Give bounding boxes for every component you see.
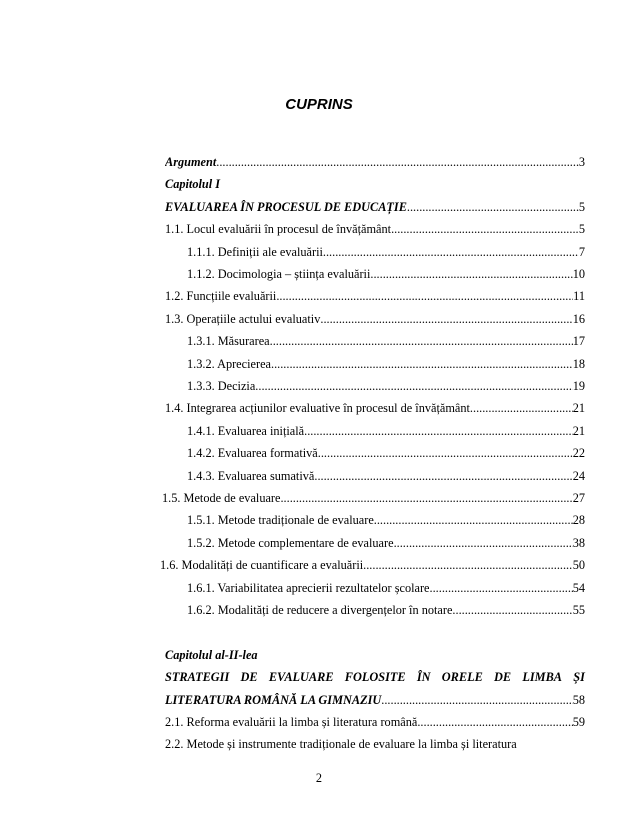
- dot-leader: [381, 693, 572, 708]
- toc-entry-title: 1.6.2. Modalități de reducere a divergențelor în notare: [187, 603, 453, 617]
- dot-leader: [430, 581, 573, 596]
- toc-entry-page: 28: [572, 513, 585, 528]
- toc-entry-page: 58: [572, 692, 585, 707]
- toc-entry-page: 38: [572, 535, 585, 550]
- toc-entry-title: LITERATURA ROMÂNĂ LA GIMNAZIU: [165, 692, 382, 707]
- chapter-title-word: EVALUARE: [268, 670, 334, 685]
- dot-leader: [270, 334, 573, 349]
- toc-entry: [187, 379, 585, 401]
- toc-entry-title: 1.4.3. Evaluarea sumativă: [187, 468, 315, 483]
- toc-entry: [162, 491, 585, 513]
- toc-entry-page: 21: [572, 423, 585, 438]
- dot-leader: [374, 513, 573, 528]
- toc-entry: 2.2. Metode și instrumente tradiționale de evaluare la limba și literatura: [165, 737, 517, 752]
- toc-entry: [165, 222, 585, 244]
- dot-leader: [304, 424, 573, 439]
- dot-leader: [255, 379, 572, 394]
- chapter-title-word: STRATEGII: [165, 670, 230, 685]
- dot-leader: [363, 558, 573, 573]
- dot-leader: [216, 155, 579, 170]
- toc-entry-page: 16: [572, 311, 585, 326]
- toc-entry-title: 1.3. Operațiile actului evaluativ: [165, 311, 321, 326]
- toc-entry-page: 11: [573, 289, 585, 304]
- toc-entry: [165, 715, 585, 737]
- page-title: CUPRINS: [285, 96, 353, 113]
- toc-entry-page: 24: [572, 468, 585, 483]
- chapter-title-word: ÎN: [416, 670, 431, 685]
- toc-entry-page: 21: [572, 401, 585, 416]
- toc-entry-page: 18: [572, 356, 585, 371]
- toc-entry: [165, 289, 585, 311]
- toc-entry-page: 10: [572, 267, 585, 281]
- toc-entry: [165, 401, 585, 423]
- toc-entry-title: EVALUAREA ÎN PROCESUL DE EDUCAȚIE: [165, 199, 407, 214]
- toc-entry: [187, 357, 585, 379]
- toc-entry: [187, 536, 585, 558]
- toc-entry: [187, 581, 585, 603]
- toc-entry: [165, 155, 585, 177]
- toc-entry: [187, 513, 585, 535]
- toc-entry: [187, 603, 585, 625]
- toc-entry-page: 59: [572, 715, 585, 729]
- toc-entry-title: 1.6. Modalități de cuantificare a evaluării: [160, 558, 364, 573]
- toc-entry: [187, 446, 585, 468]
- dot-leader: [470, 401, 573, 416]
- toc-entry-page: 3: [578, 155, 585, 169]
- toc-entry-page: 7: [578, 244, 585, 259]
- toc-entry-page: 27: [572, 491, 585, 505]
- dot-leader: [280, 491, 572, 506]
- chapter-title-line: [165, 670, 585, 692]
- toc-entry-title: 2.1. Reforma evaluării la limba și literatura română: [165, 715, 418, 729]
- dot-leader: [417, 715, 572, 730]
- toc-entry-title: 1.5.1. Metode tradiționale de evaluare: [187, 513, 374, 528]
- dot-leader: [394, 536, 573, 551]
- dot-leader: [314, 469, 572, 484]
- chapter-title-word: FOLOSITE: [344, 670, 406, 685]
- toc-entry-title: 1.1.2. Docimologia – știința evaluării: [187, 267, 371, 281]
- toc-entry: [165, 693, 585, 715]
- page-number: 2: [315, 771, 323, 785]
- dot-leader: [318, 446, 573, 461]
- toc-entry-title: 1.5.2. Metode complementare de evaluare: [187, 535, 394, 550]
- toc-entry-title: 1.3.1. Măsurarea: [187, 334, 270, 349]
- chapter-title-word: ȘI: [573, 670, 585, 685]
- toc-entry-title: 1.6.1. Variabilitatea aprecierii rezultatelor școlare: [187, 580, 430, 595]
- dot-leader: [391, 222, 579, 237]
- toc-entry-title: 1.5. Metode de evaluare: [162, 491, 281, 505]
- toc-entry-title: 1.1. Locul evaluării în procesul de învățământ: [165, 222, 392, 237]
- toc-entry: [187, 469, 585, 491]
- toc-entry: [187, 267, 585, 289]
- dot-leader: [271, 357, 573, 372]
- chapter-title-word: LIMBA: [522, 670, 563, 685]
- dot-leader: [320, 312, 572, 327]
- toc-entry: [160, 558, 585, 580]
- toc-entry-title: 1.3.2. Aprecierea: [187, 356, 271, 371]
- toc-entry-page: 5: [578, 222, 585, 237]
- dot-leader: [452, 603, 572, 618]
- toc-entry-page: 17: [572, 334, 585, 349]
- toc-entry-title: Argument: [165, 155, 217, 169]
- toc-entry: [187, 245, 585, 267]
- toc-entry-page: 19: [572, 379, 585, 393]
- toc-entry-title: 1.1.1. Definiții ale evaluării: [187, 244, 323, 259]
- toc-entry-title: 1.2. Funcțiile evaluării: [165, 289, 277, 304]
- dot-leader: [276, 289, 573, 304]
- toc-entry-page: 54: [572, 580, 585, 595]
- chapter-heading: Capitolul I: [165, 177, 221, 192]
- toc-entry-title: 1.3.3. Decizia: [187, 379, 256, 393]
- dot-leader: [407, 200, 579, 215]
- dot-leader: [323, 245, 579, 260]
- chapter-title-word: DE: [240, 670, 258, 685]
- toc-entry-page: 55: [572, 603, 585, 617]
- toc-entry: [165, 200, 585, 222]
- chapter-heading: Capitolul al-II-lea: [165, 647, 258, 662]
- chapter-title-word: DE: [494, 670, 512, 685]
- toc-entry-page: 50: [572, 558, 585, 573]
- toc-entry-page: 22: [572, 446, 585, 461]
- dot-leader: [370, 267, 572, 282]
- toc-entry: [187, 334, 585, 356]
- chapter-title-word: ORELE: [441, 670, 483, 685]
- toc-entry-title: 1.4.2. Evaluarea formativă: [187, 446, 318, 461]
- toc-entry: [187, 424, 585, 446]
- toc-entry: [165, 312, 585, 334]
- toc-entry-title: 1.4.1. Evaluarea inițială: [187, 423, 305, 438]
- toc-entry-title: 1.4. Integrarea acțiunilor evaluative în procesul de învățământ: [165, 401, 470, 416]
- toc-entry-page: 5: [578, 199, 585, 214]
